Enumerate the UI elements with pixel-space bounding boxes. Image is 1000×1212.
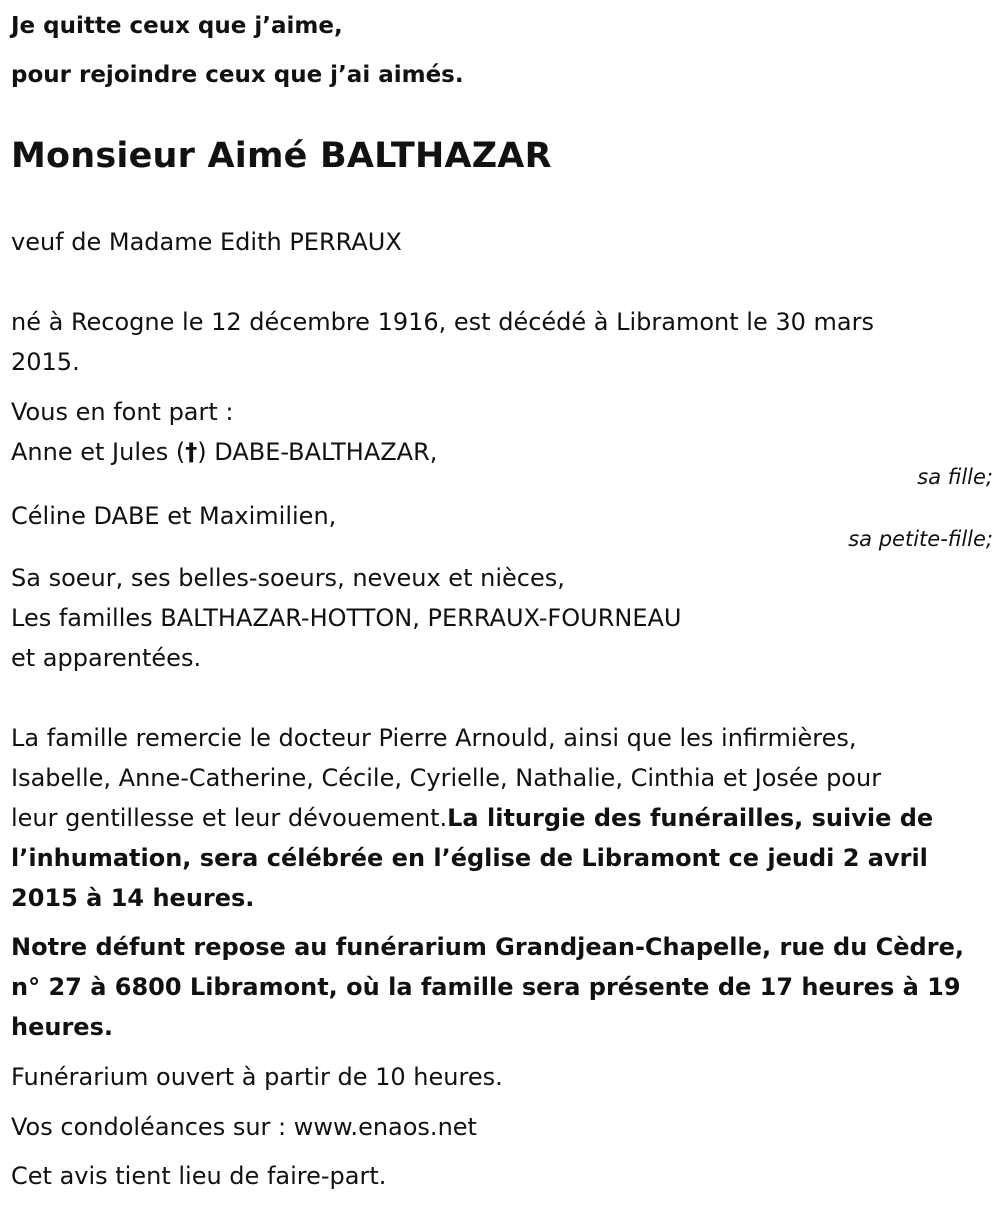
thanks-line-1: La famille remercie le docteur Pierre Arnould, ainsi que les infirmières, [11,724,857,752]
others-line-3: et apparentées. [11,644,202,672]
thanks-line-2: Isabelle, Anne-Catherine, Cécile, Cyrielle, Nathalie, Cinthia et Josée pour [11,764,882,792]
epigraph-line-1: Je quitte ceux que j’aime, [11,13,343,39]
family-member-daughter-name-end: ) DABE-BALTHAZAR, [197,438,438,466]
thanks-line-3 [11,798,933,838]
family-member-daughter-name-start: Anne et Jules ( [11,438,186,466]
notice-line: Cet avis tient lieu de faire-part. [11,1162,387,1190]
epigraph-line-2: pour rejoindre ceux que j’ai aimés. [11,62,464,88]
repose-line-2: n° 27 à 6800 Libramont, où la famille sera présente de 17 heures à 19 [11,973,961,1001]
deceased-name: Monsieur Aimé BALTHAZAR [11,136,552,176]
family-member-daughter [11,432,437,472]
family-member-granddaughter: Céline DABE et Maximilien, [11,502,337,530]
announcement-intro: Vous en font part : [11,398,234,426]
condolences-line: Vos condoléances sur : www.enaos.net [11,1113,477,1141]
liturgy-line-2: l’inhumation, sera célébrée en l’église de Libramont ce jeudi 2 avril [11,844,928,872]
repose-line-3: heures. [11,1013,113,1041]
relation-granddaughter: sa petite-fille; [848,527,993,551]
others-line-2: Les familles BALTHAZAR-HOTTON, PERRAUX-FOURNEAU [11,604,682,632]
widower-of: veuf de Madame Edith PERRAUX [11,228,402,256]
birth-death-line-1: né à Recogne le 12 décembre 1916, est décédé à Libramont le 30 mars [11,308,874,336]
funerarium-opening: Funérarium ouvert à partir de 10 heures. [11,1063,503,1091]
liturgy-start: La liturgie des funérailles, suivie de [447,804,934,832]
cross-icon: † [185,438,198,466]
birth-death-line-2: 2015. [11,348,80,376]
thanks-end: leur gentillesse et leur dévouement. [11,804,448,832]
repose-line-1: Notre défunt repose au funérarium Grandjean-Chapelle, rue du Cèdre, [11,933,964,961]
others-line-1: Sa soeur, ses belles-soeurs, neveux et nièces, [11,564,565,592]
liturgy-line-3: 2015 à 14 heures. [11,884,255,912]
relation-daughter: sa fille; [917,465,993,489]
